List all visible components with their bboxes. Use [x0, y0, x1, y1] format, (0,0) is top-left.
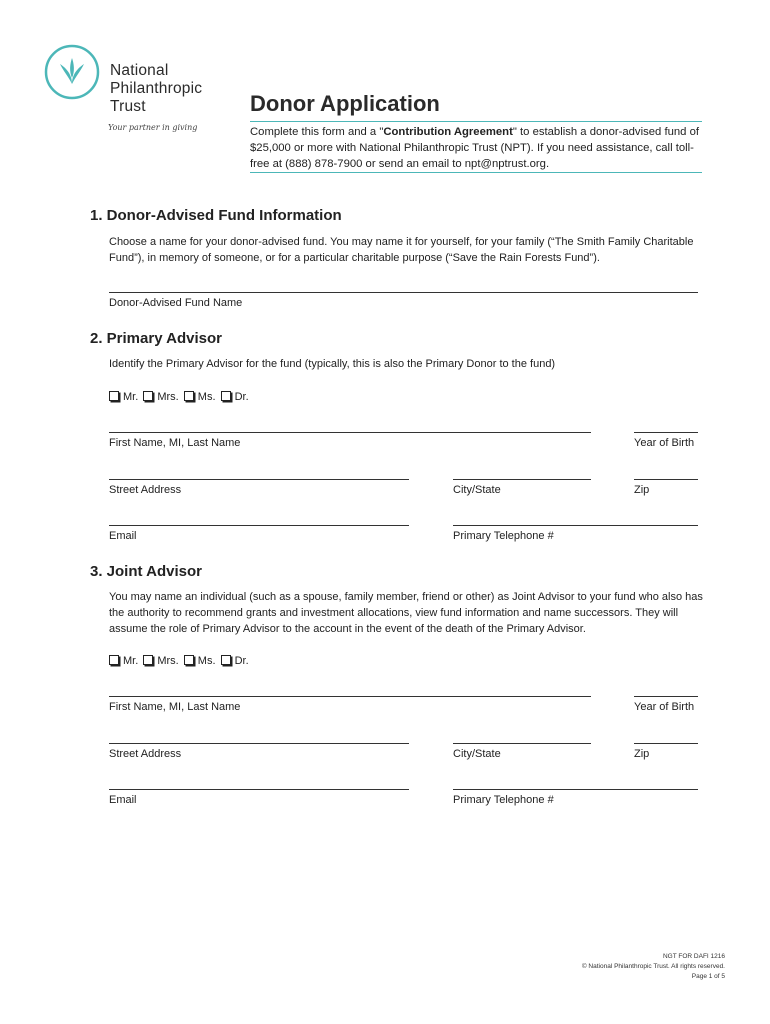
joint-city-label: City/State [453, 748, 501, 760]
primary-email-label: Email [109, 530, 137, 542]
joint-email-label: Email [109, 794, 137, 806]
checkbox-icon[interactable] [143, 655, 153, 665]
org-name [110, 62, 202, 116]
title-option-mrs[interactable]: Mrs. [143, 655, 178, 667]
primary-zip-label: Zip [634, 484, 650, 496]
checkbox-icon[interactable] [221, 391, 231, 401]
fund-name-field[interactable] [109, 292, 698, 293]
joint-zip-field[interactable] [634, 743, 698, 744]
primary-name-label: First Name, MI, Last Name [109, 437, 241, 449]
joint-name-label: First Name, MI, Last Name [109, 701, 241, 713]
primary-title-options [109, 391, 251, 403]
page-footer [582, 952, 725, 982]
title-option-mrs[interactable]: Mrs. [143, 391, 178, 403]
primary-year-label: Year of Birth [634, 437, 695, 449]
checkbox-icon[interactable] [184, 391, 194, 401]
joint-email-field[interactable] [109, 789, 409, 790]
section2-heading: 2. Primary Advisor [90, 330, 223, 347]
title-divider [250, 121, 702, 122]
primary-city-field[interactable] [453, 479, 591, 480]
joint-street-field[interactable] [109, 743, 409, 744]
org-tagline: Your partner in giving [108, 123, 198, 132]
org-name-line: Trust [110, 98, 146, 115]
primary-zip-field[interactable] [634, 479, 698, 480]
primary-street-label: Street Address [109, 484, 182, 496]
primary-street-field[interactable] [109, 479, 409, 480]
fund-name-label: Donor-Advised Fund Name [109, 297, 243, 309]
section3-text: You may name an individual (such as a spouse, family member, friend or other) as Joint Advisor to your fund who also has the authority to recommend grants and investment allocations, view fund information and name successors. They will assume the role of Primary Advisor to the account in the event of the death of the Primary Advisor. [109, 591, 703, 635]
checkbox-icon[interactable] [109, 655, 119, 665]
joint-title-options [109, 655, 251, 667]
title-option-dr[interactable]: Dr. [221, 391, 249, 403]
title-option-mr[interactable]: Mr. [109, 655, 138, 667]
joint-zip-label: Zip [634, 748, 650, 760]
primary-city-label: City/State [453, 484, 501, 496]
page-number: Page 1 of 5 [691, 973, 725, 980]
primary-name-field[interactable] [109, 432, 591, 433]
checkbox-icon[interactable] [221, 655, 231, 665]
primary-phone-label: Primary Telephone # [453, 530, 554, 542]
title-option-mr[interactable]: Mr. [109, 391, 138, 403]
copyright: © National Philanthropic Trust. All rights reserved. [581, 963, 725, 970]
title-option-dr[interactable]: Dr. [221, 655, 249, 667]
checkbox-icon[interactable] [184, 655, 194, 665]
section1-heading: 1. Donor-Advised Fund Information [90, 207, 342, 224]
checkbox-icon[interactable] [143, 391, 153, 401]
joint-city-field[interactable] [453, 743, 591, 744]
form-id: NGT FOR DAFI 1216 [662, 953, 725, 960]
joint-phone-field[interactable] [453, 789, 698, 790]
title-option-ms[interactable]: Ms. [184, 655, 216, 667]
page-title: Donor Application [250, 91, 440, 116]
intro-divider [250, 172, 702, 173]
joint-phone-label: Primary Telephone # [453, 794, 554, 806]
joint-name-field[interactable] [109, 696, 591, 697]
org-name-line: National [110, 62, 169, 79]
checkbox-icon[interactable] [109, 391, 119, 401]
primary-phone-field[interactable] [453, 525, 698, 526]
joint-year-label: Year of Birth [634, 701, 695, 713]
primary-email-field[interactable] [109, 525, 409, 526]
primary-year-field[interactable] [634, 432, 698, 433]
section1-text: Choose a name for your donor-advised fund. You may name it for yourself, for your family (“The Smith Family Charitable Fund”), in memory of someone, or for a particular charitable purpose (“Save the Rain Forests Fund”). [109, 236, 694, 264]
joint-street-label: Street Address [109, 748, 182, 760]
section2-text: Identify the Primary Advisor for the fund (typically, this is also the Primary Donor to the fund) [109, 358, 556, 370]
joint-year-field[interactable] [634, 696, 698, 697]
org-name-line: Philanthropic [110, 80, 203, 97]
intro-text: Complete this form and a "Contribution Agreement" to establish a donor-advised fund of $25,000 or more with National Philanthropic Trust (NPT). If you need assistance, call toll-free at (888) 878-7900 or send an email to npt@nptrust.org. [250, 126, 699, 170]
section3-heading: 3. Joint Advisor [90, 563, 202, 580]
title-option-ms[interactable]: Ms. [184, 391, 216, 403]
npt-logo-icon [44, 44, 100, 100]
